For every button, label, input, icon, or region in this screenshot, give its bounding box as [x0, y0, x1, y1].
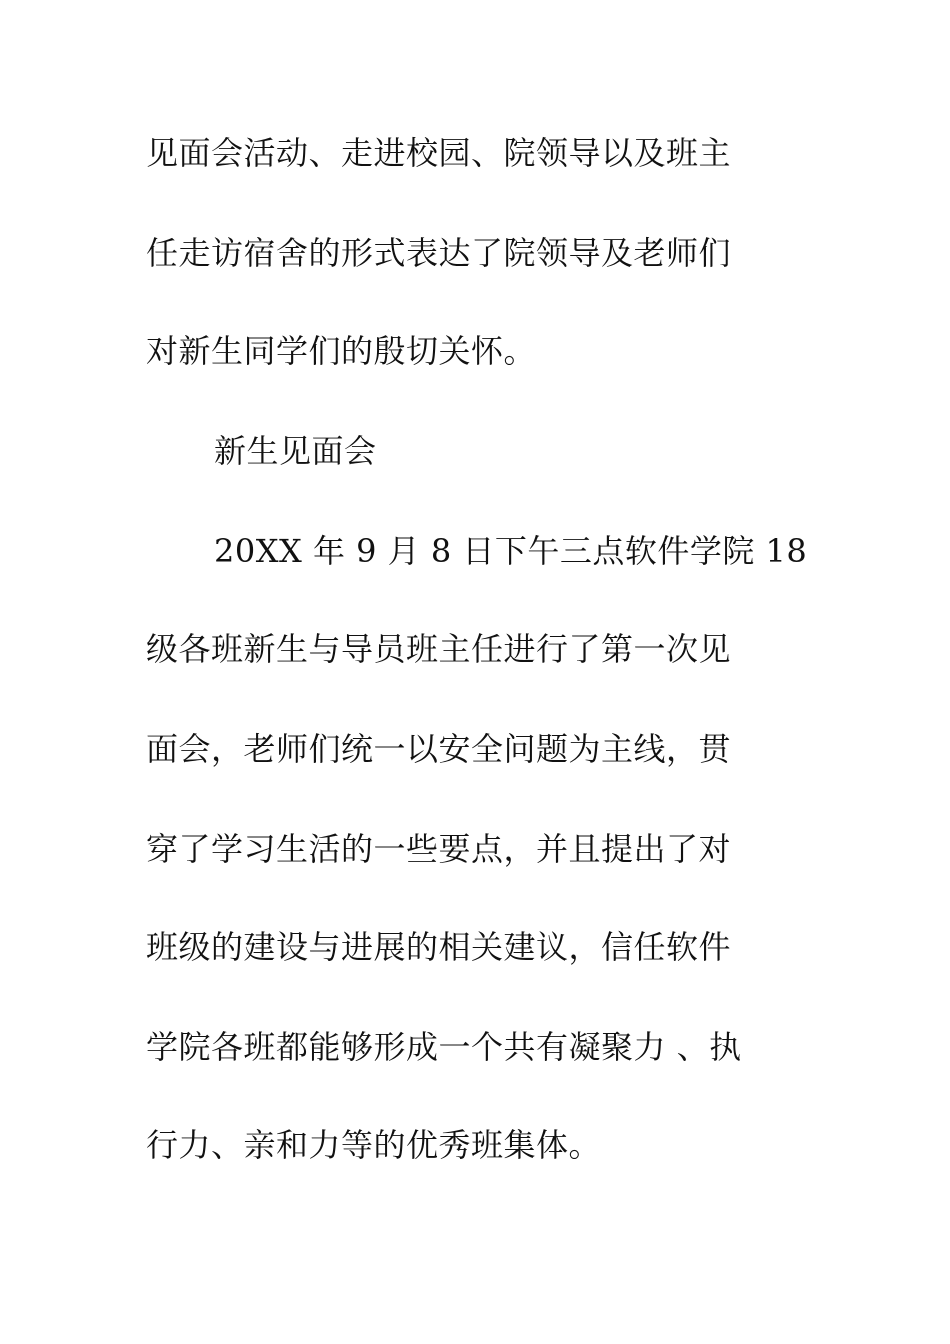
section-heading: 新生见面会 [214, 432, 377, 470]
paragraph-line: 见面会活动、走进校园、院领导以及班主 [146, 134, 732, 172]
paragraph-line: 学院各班都能够形成一个共有凝聚力 、执 [146, 1028, 742, 1066]
paragraph-line: 面会，老师们统一以安全问题为主线，贯 [146, 730, 732, 768]
paragraph-line: 行力、亲和力等的优秀班集体。 [146, 1126, 602, 1164]
paragraph-line: 级各班新生与导员班主任进行了第一次见 [146, 630, 732, 668]
paragraph-line: 穿了学习生活的一些要点，并且提出了对 [146, 830, 732, 868]
paragraph-line: 对新生同学们的殷切关怀。 [146, 332, 537, 370]
paragraph-line: 任走访宿舍的形式表达了院领导及老师们 [146, 234, 732, 272]
paragraph-line: 20XX 年 9 月 8 日下午三点软件学院 18 [214, 532, 808, 570]
paragraph-line: 班级的建设与进展的相关建议，信任软件 [146, 928, 732, 966]
